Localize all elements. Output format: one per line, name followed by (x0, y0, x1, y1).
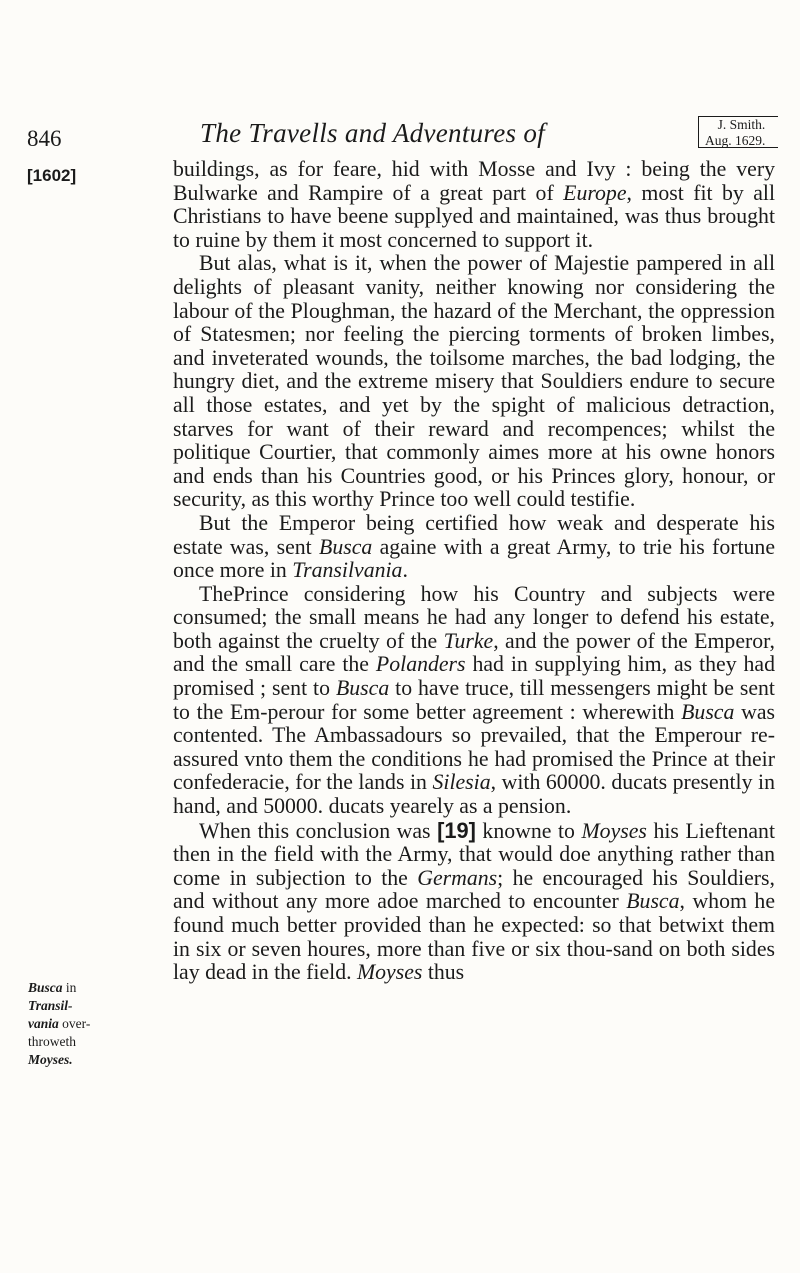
text-run: ; he encouraged his Souldiers, and without any more adoe marched to encounter (173, 865, 775, 914)
italic-term: Busca (335, 676, 390, 701)
margin-note-text: over- (58, 1016, 91, 1031)
italic-term: Busca (626, 889, 680, 914)
page-header (0, 106, 800, 156)
text-run: . (402, 558, 408, 583)
margin-note-text: Moyses. (28, 1052, 73, 1067)
text-run: , with 60000. ducats presently in hand, and 50000. ducats yearely as a pension. (173, 770, 775, 819)
text-run: , most fit by all Christians to have beene supplyed and maintained, was thus brought to ruine by them it most concerned to support it. (173, 180, 776, 252)
running-title: The Travells and Adventures of (200, 118, 545, 148)
paragraph (173, 512, 775, 583)
date-ref: Aug. 1629. (705, 133, 766, 148)
italic-term: Transilvania (292, 558, 403, 583)
text-run: againe with a great Army, to trie his fortune once more in (173, 534, 775, 583)
text-run: to have truce, till messengers might be sent to the Em-perour for some better agreement : wherewith (173, 676, 775, 724)
italic-term: Busca (319, 534, 373, 559)
margin-note-text: Busca (28, 980, 63, 995)
italic-term: Polanders (375, 652, 466, 677)
text-run: was contented. The Ambassadours so prevailed, that the Emperour re-assured vnto them the conditions he had promised the Prince at their confederacie, for the lands in (173, 699, 775, 795)
author-date-reference (698, 116, 778, 148)
italic-term: Busca (681, 699, 735, 724)
italic-term: Moyses (581, 818, 647, 843)
text-run: thus (422, 960, 465, 985)
page-number: 846 (27, 126, 62, 151)
margin-note-text: in (62, 980, 77, 995)
paragraph (173, 583, 775, 819)
italic-term: Germans (417, 865, 498, 890)
italic-term: Europe (563, 180, 627, 205)
text-run: his Lieftenant then in the field with the Army, that would doe anything rather than come in subjection to the (173, 818, 776, 890)
year-marker: [1602] (27, 166, 77, 185)
margin-note-text: Transil- (28, 998, 73, 1013)
paragraph (173, 819, 775, 985)
margin-note (28, 979, 138, 1069)
italic-term: Moyses (357, 960, 423, 985)
paragraph: But alas, what is it, when the power of Majestie pampered in all delights of pleasant vanity, neither knowing nor considering the labour of the Ploughman, the hazard of the Merchant, the oppression of Statesmen; nor feeling the piercing torments of broken limbes, and inveterated wounds, the toilsome marches, the bad lodging, the hungry diet, and the extreme misery that Souldiers endure to secure all those estates, and yet by the spight of malicious detraction, starves for want of their reward and recompences; whilst the politique Courtier, that commonly aimes more at his owne honors and ends than his Countries good, or his Princes glory, honour, or security, as this worthy Prince too well could testifie. (173, 251, 775, 512)
text-run: , whom he found much better provided than he expected: so that betwixt them in six or seven houres, more than five or six thou-sand on both sides lay dead in the field. (173, 889, 775, 985)
text-run: buildings, as for feare, hid with Mosse and Ivy : being the very Bulwarke and Rampire of a great part of (173, 157, 775, 205)
margin-note-text: vania (28, 1016, 59, 1031)
text-run: ThePrince considering how his Country and subjects were consumed; the small means he had any longer to defend his estate, both against the cruelty of the (173, 581, 775, 653)
italic-term: Silesia (432, 770, 491, 795)
text-run: knowne to (475, 818, 582, 843)
author-ref: J. Smith. (717, 117, 766, 132)
page-reference: [19] (437, 817, 476, 843)
text-run: , and the power of the Emperor, and the small care the (173, 628, 775, 677)
text-run: When this conclusion was (199, 818, 438, 843)
text-run: But the Emperor being certified how weak and desperate his estate was, sent (173, 510, 775, 559)
margin-note-text: throweth (28, 1034, 76, 1049)
body-text (173, 158, 775, 985)
italic-term: Turke (443, 628, 494, 653)
text-run: had in supplying him, as they had promised ; sent to (173, 652, 775, 701)
paragraph (173, 158, 775, 252)
